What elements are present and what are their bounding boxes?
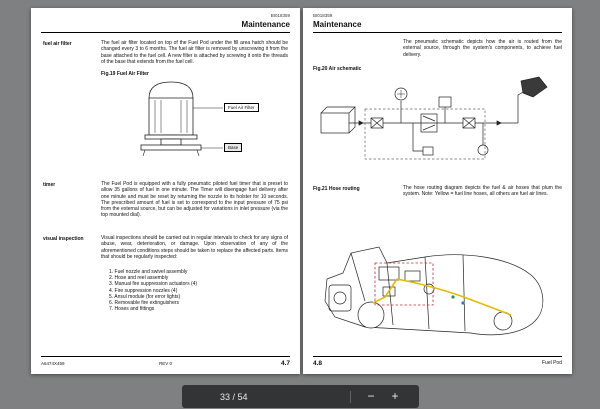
fitting-dot-green xyxy=(451,295,454,298)
fig20-air-schematic-drawing xyxy=(313,73,562,177)
viewer-toolbar xyxy=(182,385,419,408)
footer-section-title: Fuel Pod xyxy=(541,360,562,366)
footer-page-number: 4.7 xyxy=(280,360,290,367)
page-title: Maintenance xyxy=(313,20,362,29)
list-item: 2. Hose and reel assembly xyxy=(109,275,169,282)
footer-rule xyxy=(41,356,290,357)
list-item: 1. Fuel nozzle and swivel assembly xyxy=(109,269,188,275)
page-indicator[interactable]: 33 / 54 xyxy=(220,391,248,402)
paragraph-hose-routing: The hose routing diagram depicts the fuel & air hoses that plum the system. Note: Yellow = fuel line hoses, all others are fuel air lines. xyxy=(403,185,562,198)
list-item: 5. Ansul module (for error lights) xyxy=(109,293,181,300)
fig21-hose-routing-drawing xyxy=(313,205,562,341)
header-rule xyxy=(41,32,290,33)
manual-page-left xyxy=(31,8,300,374)
fuel-nozzle-shape xyxy=(521,77,547,97)
section-label-fuel-air-filter: fuel air filter xyxy=(43,41,72,47)
fig19-caption: Fig.19 Fuel Air Filter xyxy=(101,71,149,77)
zoom-out-button[interactable]: − xyxy=(359,385,383,408)
list-item: 7. Hoses and fittings xyxy=(109,306,155,313)
list-item: 4. Fire suppression nozzles (4) xyxy=(109,287,178,294)
paragraph-visual-inspection: Visual inspections should be carried out in regular intervals to check for any signs of abuse, wear, deterioration, or damage. Upon observation of any of the aforementioned conditions steps should be taken to replace the affected parts. Items that should be regularly inspected: xyxy=(101,235,288,260)
fig21-caption: Fig.21 Hose routing xyxy=(313,186,360,192)
list-item: 3. Manual fire suppression actuators (4) xyxy=(109,281,198,288)
header-rule xyxy=(313,32,562,33)
footer-doc-code: A6474X459 xyxy=(41,361,65,366)
list-item: 6. Removable fire extinguishers xyxy=(109,299,180,306)
fig19-base-callout: Base xyxy=(224,143,242,152)
doc-number: BI018359 xyxy=(270,13,290,18)
toolbar-divider xyxy=(350,391,351,403)
fig19-filter-callout: Fuel Air Filter xyxy=(224,103,259,112)
page-title: Maintenance xyxy=(241,20,290,29)
fig19-fuel-air-filter-drawing xyxy=(101,78,288,176)
footer-rule xyxy=(313,356,562,357)
fig20-caption: Fig.20 Air schematic xyxy=(313,66,362,72)
zoom-in-button[interactable]: + xyxy=(383,385,407,408)
hose-routing-diagram xyxy=(313,205,562,341)
doc-number: BI018359 xyxy=(313,13,333,18)
section-label-visual-inspection: visual inspection xyxy=(43,236,84,242)
footer-revision: REV 0 xyxy=(158,361,172,366)
paragraph-pneumatic-schematic: The pneumatic schematic depicts how the air is routed from the external source, through the system's components, to achieve fuel delivery. xyxy=(403,39,562,58)
inspection-items-list xyxy=(109,269,288,312)
paragraph-timer: The Fuel Pod is equipped with a fully pneumatic piloted fuel timer that is preset to allow 35 gallons of fuel in one minute. The Timer will disengage fuel delivery after one minute and must be reset by returning the nozzle to its holster for 10 seconds. The prescribed amount of fuel is set to correspond to the input pressure of 75 psi from the external source, but can be adjusted for variations in inlet pressure (via the top mounted dial). xyxy=(101,181,288,219)
manual-page-right xyxy=(303,8,572,374)
section-label-timer: timer xyxy=(43,182,56,188)
filter-canister-drawing xyxy=(101,78,288,176)
footer-page-number: 4.8 xyxy=(313,360,323,367)
fitting-dot-blue xyxy=(461,301,464,304)
paragraph-fuel-air-filter: The fuel air filter located on top of the Fuel Pod under the fill area hatch should be changed every 3 to 6 months. The fuel air filter is removed by unscrewing it from the base attached to the fuel cell. A new filter is attached by screwing it onto the threads of the base that extends from the fuel cell. xyxy=(101,40,288,65)
air-schematic xyxy=(313,73,562,177)
